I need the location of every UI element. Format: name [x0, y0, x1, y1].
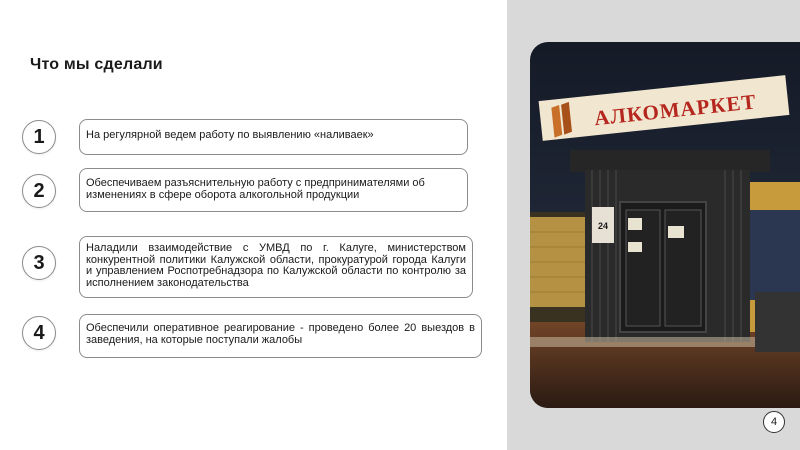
store-sign-text: АЛКОМАРКЕТ	[592, 89, 758, 131]
item-text-1: На регулярной ведем работу по выявлению «наливаек»	[86, 129, 374, 141]
item-text-box-2	[79, 168, 468, 212]
item-number-1: 1	[22, 120, 56, 154]
item-text-4: Обеспечили оперативное реагирование - проведено более 20 выездов в заведения, на которые поступали жалобы	[86, 322, 475, 346]
store-photo-illustration	[530, 42, 800, 408]
item-text-box-1	[79, 119, 468, 155]
item-text-box-4	[79, 314, 482, 358]
hours-sign-number: 24	[597, 221, 609, 231]
item-number-3: 3	[22, 246, 56, 280]
page-number-badge	[763, 411, 785, 433]
item-text-2: Обеспечиваем разъяснительную работу с предпринимателями об изменениях в сфере оборота алкогольной продукции	[86, 177, 425, 201]
item-number-2: 2	[22, 174, 56, 208]
item-number-4: 4	[22, 316, 56, 350]
item-text-3: Наладили взаимодействие с УМВД по г. Калуге, министерством конкурентной политики Калужской области, прокуратурой города Калуги и управлением Роспотребнадзора по Калужской области по контролю за исполнением законодательства	[86, 242, 466, 289]
store-photo	[530, 42, 800, 408]
page-number: 4	[770, 416, 778, 428]
slide-title: Что мы сделали	[30, 56, 163, 73]
item-text-box-3	[79, 236, 473, 298]
